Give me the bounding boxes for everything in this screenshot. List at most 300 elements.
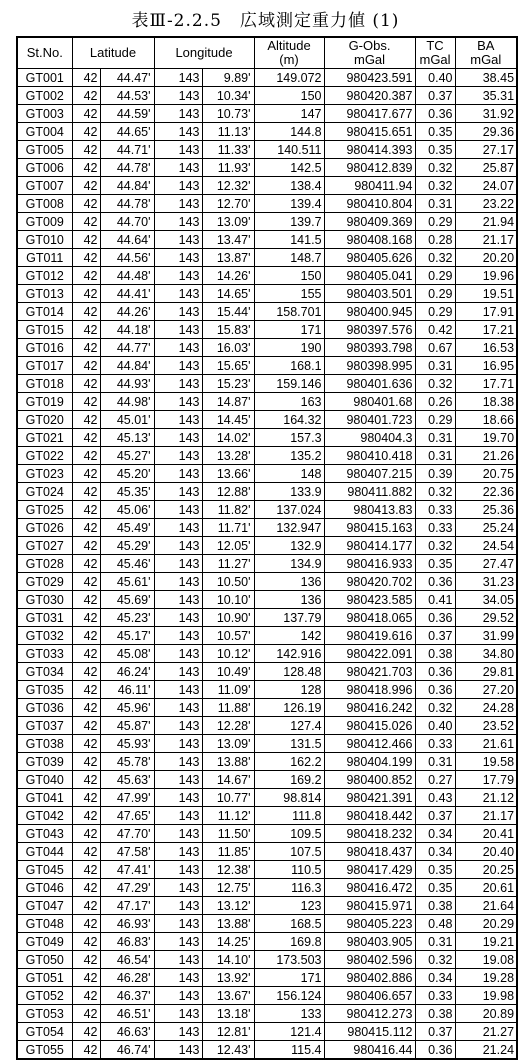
gobs-cell: 980404.3 <box>324 429 415 447</box>
table-row <box>17 483 517 501</box>
lon-min-cell: 11.13' <box>202 123 254 141</box>
gobs-cell: 980416.933 <box>324 555 415 573</box>
lat-deg-cell: 42 <box>72 537 100 555</box>
ba-cell: 34.80 <box>455 645 517 663</box>
lat-min-cell: 47.17' <box>100 897 154 915</box>
lat-deg-cell: 42 <box>72 375 100 393</box>
lon-deg-cell: 143 <box>154 879 202 897</box>
lon-deg-cell: 143 <box>154 951 202 969</box>
lat-min-cell: 45.61' <box>100 573 154 591</box>
lon-deg-cell: 143 <box>154 1023 202 1041</box>
lat-min-cell: 46.24' <box>100 663 154 681</box>
tc-cell: 0.38 <box>415 645 455 663</box>
lon-min-cell: 13.28' <box>202 447 254 465</box>
lat-deg-cell: 42 <box>72 267 100 285</box>
table-row <box>17 609 517 627</box>
tc-cell: 0.31 <box>415 357 455 375</box>
station-cell: GT034 <box>17 663 72 681</box>
table-row <box>17 771 517 789</box>
table-row <box>17 627 517 645</box>
lon-deg-cell: 143 <box>154 123 202 141</box>
header-latitude: Latitude <box>72 37 154 69</box>
lat-deg-cell: 42 <box>72 735 100 753</box>
lat-min-cell: 44.56' <box>100 249 154 267</box>
altitude-cell: 171 <box>254 969 324 987</box>
lat-deg-cell: 42 <box>72 465 100 483</box>
lat-deg-cell: 42 <box>72 879 100 897</box>
lat-min-cell: 46.37' <box>100 987 154 1005</box>
tc-cell: 0.32 <box>415 375 455 393</box>
tc-cell: 0.35 <box>415 555 455 573</box>
table-row <box>17 915 517 933</box>
ba-cell: 24.07 <box>455 177 517 195</box>
ba-cell: 17.21 <box>455 321 517 339</box>
ba-cell: 21.26 <box>455 447 517 465</box>
gobs-cell: 980414.393 <box>324 141 415 159</box>
altitude-cell: 162.2 <box>254 753 324 771</box>
lat-min-cell: 45.93' <box>100 735 154 753</box>
tc-cell: 0.35 <box>415 123 455 141</box>
gobs-cell: 980418.996 <box>324 681 415 699</box>
ba-cell: 21.17 <box>455 231 517 249</box>
table-row <box>17 897 517 915</box>
gravity-table <box>16 36 518 1060</box>
lon-deg-cell: 143 <box>154 285 202 303</box>
tc-cell: 0.32 <box>415 951 455 969</box>
lon-deg-cell: 143 <box>154 429 202 447</box>
page-title: 表Ⅲ-2.2.5 広域測定重力値 (1) <box>131 11 400 31</box>
tc-cell: 0.36 <box>415 663 455 681</box>
lat-min-cell: 47.29' <box>100 879 154 897</box>
ba-cell: 34.05 <box>455 591 517 609</box>
gobs-cell: 980417.429 <box>324 861 415 879</box>
station-cell: GT014 <box>17 303 72 321</box>
lon-deg-cell: 143 <box>154 735 202 753</box>
altitude-cell: 123 <box>254 897 324 915</box>
tc-cell: 0.33 <box>415 987 455 1005</box>
lon-deg-cell: 143 <box>154 1041 202 1060</box>
gobs-cell: 980418.232 <box>324 825 415 843</box>
lon-min-cell: 13.92' <box>202 969 254 987</box>
lon-deg-cell: 143 <box>154 231 202 249</box>
lon-min-cell: 14.10' <box>202 951 254 969</box>
altitude-cell: 139.7 <box>254 213 324 231</box>
ba-cell: 38.45 <box>455 69 517 87</box>
station-cell: GT005 <box>17 141 72 159</box>
altitude-cell: 131.5 <box>254 735 324 753</box>
gobs-cell: 980423.585 <box>324 591 415 609</box>
station-cell: GT052 <box>17 987 72 1005</box>
lat-deg-cell: 42 <box>72 393 100 411</box>
lon-min-cell: 14.87' <box>202 393 254 411</box>
lat-deg-cell: 42 <box>72 609 100 627</box>
gobs-cell: 980401.68 <box>324 393 415 411</box>
ba-cell: 19.51 <box>455 285 517 303</box>
lat-deg-cell: 42 <box>72 987 100 1005</box>
lat-min-cell: 45.78' <box>100 753 154 771</box>
lon-deg-cell: 143 <box>154 843 202 861</box>
ba-cell: 21.61 <box>455 735 517 753</box>
lon-min-cell: 11.50' <box>202 825 254 843</box>
lon-deg-cell: 143 <box>154 897 202 915</box>
station-cell: GT048 <box>17 915 72 933</box>
station-cell: GT055 <box>17 1041 72 1060</box>
table-row <box>17 1023 517 1041</box>
gobs-cell: 980421.391 <box>324 789 415 807</box>
lat-deg-cell: 42 <box>72 861 100 879</box>
station-cell: GT049 <box>17 933 72 951</box>
table-row <box>17 681 517 699</box>
lon-min-cell: 10.12' <box>202 645 254 663</box>
altitude-cell: 147 <box>254 105 324 123</box>
ba-cell: 20.89 <box>455 1005 517 1023</box>
lat-deg-cell: 42 <box>72 807 100 825</box>
altitude-cell: 121.4 <box>254 1023 324 1041</box>
lat-min-cell: 44.48' <box>100 267 154 285</box>
gobs-cell: 980412.839 <box>324 159 415 177</box>
lat-deg-cell: 42 <box>72 969 100 987</box>
gobs-cell: 980405.626 <box>324 249 415 267</box>
station-cell: GT012 <box>17 267 72 285</box>
gobs-cell: 980411.882 <box>324 483 415 501</box>
altitude-cell: 127.4 <box>254 717 324 735</box>
lon-min-cell: 10.77' <box>202 789 254 807</box>
station-cell: GT045 <box>17 861 72 879</box>
lat-min-cell: 44.47' <box>100 69 154 87</box>
station-cell: GT017 <box>17 357 72 375</box>
gobs-cell: 980415.971 <box>324 897 415 915</box>
table-row <box>17 717 517 735</box>
gobs-cell: 980421.703 <box>324 663 415 681</box>
table-row <box>17 447 517 465</box>
tc-cell: 0.43 <box>415 789 455 807</box>
ba-cell: 25.36 <box>455 501 517 519</box>
ba-cell: 24.54 <box>455 537 517 555</box>
gobs-cell: 980400.945 <box>324 303 415 321</box>
gobs-cell: 980403.501 <box>324 285 415 303</box>
gobs-cell: 980403.905 <box>324 933 415 951</box>
altitude-cell: 144.8 <box>254 123 324 141</box>
gobs-cell: 980393.798 <box>324 339 415 357</box>
lat-min-cell: 45.17' <box>100 627 154 645</box>
tc-cell: 0.48 <box>415 915 455 933</box>
lat-min-cell: 45.20' <box>100 465 154 483</box>
tc-cell: 0.36 <box>415 1041 455 1060</box>
lon-min-cell: 11.71' <box>202 519 254 537</box>
table-row <box>17 411 517 429</box>
altitude-cell: 109.5 <box>254 825 324 843</box>
lon-min-cell: 13.09' <box>202 735 254 753</box>
lon-deg-cell: 143 <box>154 825 202 843</box>
tc-cell: 0.37 <box>415 1023 455 1041</box>
gobs-cell: 980415.112 <box>324 1023 415 1041</box>
ba-cell: 35.31 <box>455 87 517 105</box>
station-cell: GT016 <box>17 339 72 357</box>
station-cell: GT041 <box>17 789 72 807</box>
lat-min-cell: 44.71' <box>100 141 154 159</box>
lat-min-cell: 44.84' <box>100 357 154 375</box>
altitude-cell: 159.146 <box>254 375 324 393</box>
lon-deg-cell: 143 <box>154 969 202 987</box>
gobs-cell: 980418.442 <box>324 807 415 825</box>
station-cell: GT007 <box>17 177 72 195</box>
gobs-cell: 980418.065 <box>324 609 415 627</box>
gobs-cell: 980402.596 <box>324 951 415 969</box>
lon-deg-cell: 143 <box>154 249 202 267</box>
table-row <box>17 843 517 861</box>
ba-cell: 19.08 <box>455 951 517 969</box>
tc-cell: 0.38 <box>415 1005 455 1023</box>
ba-cell: 21.17 <box>455 807 517 825</box>
lat-deg-cell: 42 <box>72 681 100 699</box>
altitude-cell: 116.3 <box>254 879 324 897</box>
table-row <box>17 105 517 123</box>
lat-min-cell: 47.65' <box>100 807 154 825</box>
altitude-cell: 156.124 <box>254 987 324 1005</box>
lat-min-cell: 44.93' <box>100 375 154 393</box>
lat-deg-cell: 42 <box>72 645 100 663</box>
station-cell: GT025 <box>17 501 72 519</box>
altitude-cell: 163 <box>254 393 324 411</box>
gobs-cell: 980416.242 <box>324 699 415 717</box>
tc-cell: 0.40 <box>415 69 455 87</box>
altitude-cell: 139.4 <box>254 195 324 213</box>
station-cell: GT021 <box>17 429 72 447</box>
gobs-cell: 980407.215 <box>324 465 415 483</box>
gobs-cell: 980416.472 <box>324 879 415 897</box>
tc-cell: 0.35 <box>415 879 455 897</box>
lat-min-cell: 47.99' <box>100 789 154 807</box>
lon-min-cell: 12.28' <box>202 717 254 735</box>
lat-min-cell: 44.77' <box>100 339 154 357</box>
lon-deg-cell: 143 <box>154 663 202 681</box>
gobs-cell: 980412.466 <box>324 735 415 753</box>
lat-deg-cell: 42 <box>72 357 100 375</box>
station-cell: GT028 <box>17 555 72 573</box>
altitude-cell: 168.5 <box>254 915 324 933</box>
altitude-cell: 128 <box>254 681 324 699</box>
lon-min-cell: 13.12' <box>202 897 254 915</box>
lon-min-cell: 14.65' <box>202 285 254 303</box>
station-cell: GT027 <box>17 537 72 555</box>
table-row <box>17 573 517 591</box>
lon-deg-cell: 143 <box>154 681 202 699</box>
station-cell: GT003 <box>17 105 72 123</box>
table-row <box>17 987 517 1005</box>
altitude-cell: 128.48 <box>254 663 324 681</box>
gobs-cell: 980401.723 <box>324 411 415 429</box>
tc-cell: 0.39 <box>415 465 455 483</box>
lat-deg-cell: 42 <box>72 321 100 339</box>
ba-cell: 17.79 <box>455 771 517 789</box>
lon-min-cell: 14.02' <box>202 429 254 447</box>
lat-deg-cell: 42 <box>72 447 100 465</box>
tc-cell: 0.32 <box>415 537 455 555</box>
tc-cell: 0.36 <box>415 105 455 123</box>
lon-deg-cell: 143 <box>154 321 202 339</box>
table-row <box>17 645 517 663</box>
ba-cell: 21.24 <box>455 1041 517 1060</box>
tc-cell: 0.33 <box>415 519 455 537</box>
gobs-cell: 980405.041 <box>324 267 415 285</box>
lon-deg-cell: 143 <box>154 753 202 771</box>
lon-deg-cell: 143 <box>154 807 202 825</box>
altitude-cell: 98.814 <box>254 789 324 807</box>
table-row <box>17 663 517 681</box>
lon-deg-cell: 143 <box>154 267 202 285</box>
lat-min-cell: 45.69' <box>100 591 154 609</box>
lon-min-cell: 10.49' <box>202 663 254 681</box>
lat-min-cell: 45.87' <box>100 717 154 735</box>
ba-cell: 21.94 <box>455 213 517 231</box>
lon-min-cell: 13.87' <box>202 249 254 267</box>
ba-cell: 25.24 <box>455 519 517 537</box>
ba-cell: 29.36 <box>455 123 517 141</box>
altitude-cell: 134.9 <box>254 555 324 573</box>
tc-cell: 0.36 <box>415 609 455 627</box>
ba-cell: 20.41 <box>455 825 517 843</box>
lat-min-cell: 46.93' <box>100 915 154 933</box>
lon-min-cell: 10.10' <box>202 591 254 609</box>
altitude-cell: 169.8 <box>254 933 324 951</box>
station-cell: GT053 <box>17 1005 72 1023</box>
lon-min-cell: 15.44' <box>202 303 254 321</box>
tc-cell: 0.33 <box>415 501 455 519</box>
ba-cell: 19.98 <box>455 987 517 1005</box>
gobs-cell: 980416.44 <box>324 1041 415 1060</box>
table-row <box>17 465 517 483</box>
lat-min-cell: 44.64' <box>100 231 154 249</box>
altitude-cell: 157.3 <box>254 429 324 447</box>
table-row <box>17 1041 517 1060</box>
tc-cell: 0.37 <box>415 87 455 105</box>
station-cell: GT051 <box>17 969 72 987</box>
station-cell: GT042 <box>17 807 72 825</box>
tc-cell: 0.31 <box>415 429 455 447</box>
table-row <box>17 933 517 951</box>
station-cell: GT043 <box>17 825 72 843</box>
lon-deg-cell: 143 <box>154 465 202 483</box>
altitude-cell: 168.1 <box>254 357 324 375</box>
table-row <box>17 231 517 249</box>
lat-min-cell: 46.11' <box>100 681 154 699</box>
gobs-cell: 980404.199 <box>324 753 415 771</box>
ba-cell: 20.20 <box>455 249 517 267</box>
lon-min-cell: 9.89' <box>202 69 254 87</box>
lat-deg-cell: 42 <box>72 429 100 447</box>
table-row <box>17 123 517 141</box>
lat-deg-cell: 42 <box>72 771 100 789</box>
gobs-cell: 980414.177 <box>324 537 415 555</box>
ba-cell: 22.36 <box>455 483 517 501</box>
gobs-cell: 980415.026 <box>324 717 415 735</box>
lat-deg-cell: 42 <box>72 231 100 249</box>
lat-min-cell: 44.78' <box>100 195 154 213</box>
ba-cell: 29.81 <box>455 663 517 681</box>
station-cell: GT031 <box>17 609 72 627</box>
ba-cell: 19.96 <box>455 267 517 285</box>
lat-deg-cell: 42 <box>72 555 100 573</box>
gobs-cell: 980413.83 <box>324 501 415 519</box>
lon-min-cell: 11.12' <box>202 807 254 825</box>
lat-min-cell: 46.54' <box>100 951 154 969</box>
lon-deg-cell: 143 <box>154 573 202 591</box>
lat-min-cell: 45.01' <box>100 411 154 429</box>
table-row <box>17 87 517 105</box>
ba-cell: 20.40 <box>455 843 517 861</box>
ba-cell: 20.61 <box>455 879 517 897</box>
lat-deg-cell: 42 <box>72 159 100 177</box>
lat-deg-cell: 42 <box>72 951 100 969</box>
altitude-cell: 132.9 <box>254 537 324 555</box>
ba-cell: 25.87 <box>455 159 517 177</box>
lon-min-cell: 13.88' <box>202 753 254 771</box>
lon-min-cell: 11.82' <box>202 501 254 519</box>
table-row <box>17 393 517 411</box>
lat-deg-cell: 42 <box>72 717 100 735</box>
gobs-cell: 980418.437 <box>324 843 415 861</box>
lon-deg-cell: 143 <box>154 483 202 501</box>
lat-min-cell: 47.41' <box>100 861 154 879</box>
tc-cell: 0.31 <box>415 447 455 465</box>
station-cell: GT001 <box>17 69 72 87</box>
lat-min-cell: 45.27' <box>100 447 154 465</box>
table-row <box>17 699 517 717</box>
table-row <box>17 969 517 987</box>
lon-min-cell: 12.32' <box>202 177 254 195</box>
lat-min-cell: 45.96' <box>100 699 154 717</box>
ba-cell: 27.17 <box>455 141 517 159</box>
lat-min-cell: 46.28' <box>100 969 154 987</box>
lat-deg-cell: 42 <box>72 177 100 195</box>
station-cell: GT054 <box>17 1023 72 1041</box>
gobs-cell: 980417.677 <box>324 105 415 123</box>
station-cell: GT004 <box>17 123 72 141</box>
lat-deg-cell: 42 <box>72 87 100 105</box>
station-cell: GT044 <box>17 843 72 861</box>
tc-cell: 0.32 <box>415 483 455 501</box>
ba-cell: 29.52 <box>455 609 517 627</box>
table-row <box>17 537 517 555</box>
lat-min-cell: 44.98' <box>100 393 154 411</box>
station-cell: GT038 <box>17 735 72 753</box>
altitude-cell: 190 <box>254 339 324 357</box>
lon-deg-cell: 143 <box>154 933 202 951</box>
header-altitude: Altitude (m) <box>254 37 324 69</box>
gobs-cell: 980409.369 <box>324 213 415 231</box>
header-gobs: G-Obs. mGal <box>324 37 415 69</box>
station-cell: GT010 <box>17 231 72 249</box>
gobs-cell: 980401.636 <box>324 375 415 393</box>
station-cell: GT006 <box>17 159 72 177</box>
altitude-cell: 133 <box>254 1005 324 1023</box>
ba-cell: 27.20 <box>455 681 517 699</box>
station-cell: GT008 <box>17 195 72 213</box>
station-cell: GT032 <box>17 627 72 645</box>
lat-deg-cell: 42 <box>72 1041 100 1060</box>
lat-deg-cell: 42 <box>72 213 100 231</box>
tc-cell: 0.36 <box>415 681 455 699</box>
lat-deg-cell: 42 <box>72 501 100 519</box>
altitude-cell: 169.2 <box>254 771 324 789</box>
altitude-cell: 136 <box>254 573 324 591</box>
lon-deg-cell: 143 <box>154 645 202 663</box>
lon-deg-cell: 143 <box>154 627 202 645</box>
lat-deg-cell: 42 <box>72 1005 100 1023</box>
altitude-cell: 173.503 <box>254 951 324 969</box>
table-row <box>17 879 517 897</box>
station-cell: GT002 <box>17 87 72 105</box>
